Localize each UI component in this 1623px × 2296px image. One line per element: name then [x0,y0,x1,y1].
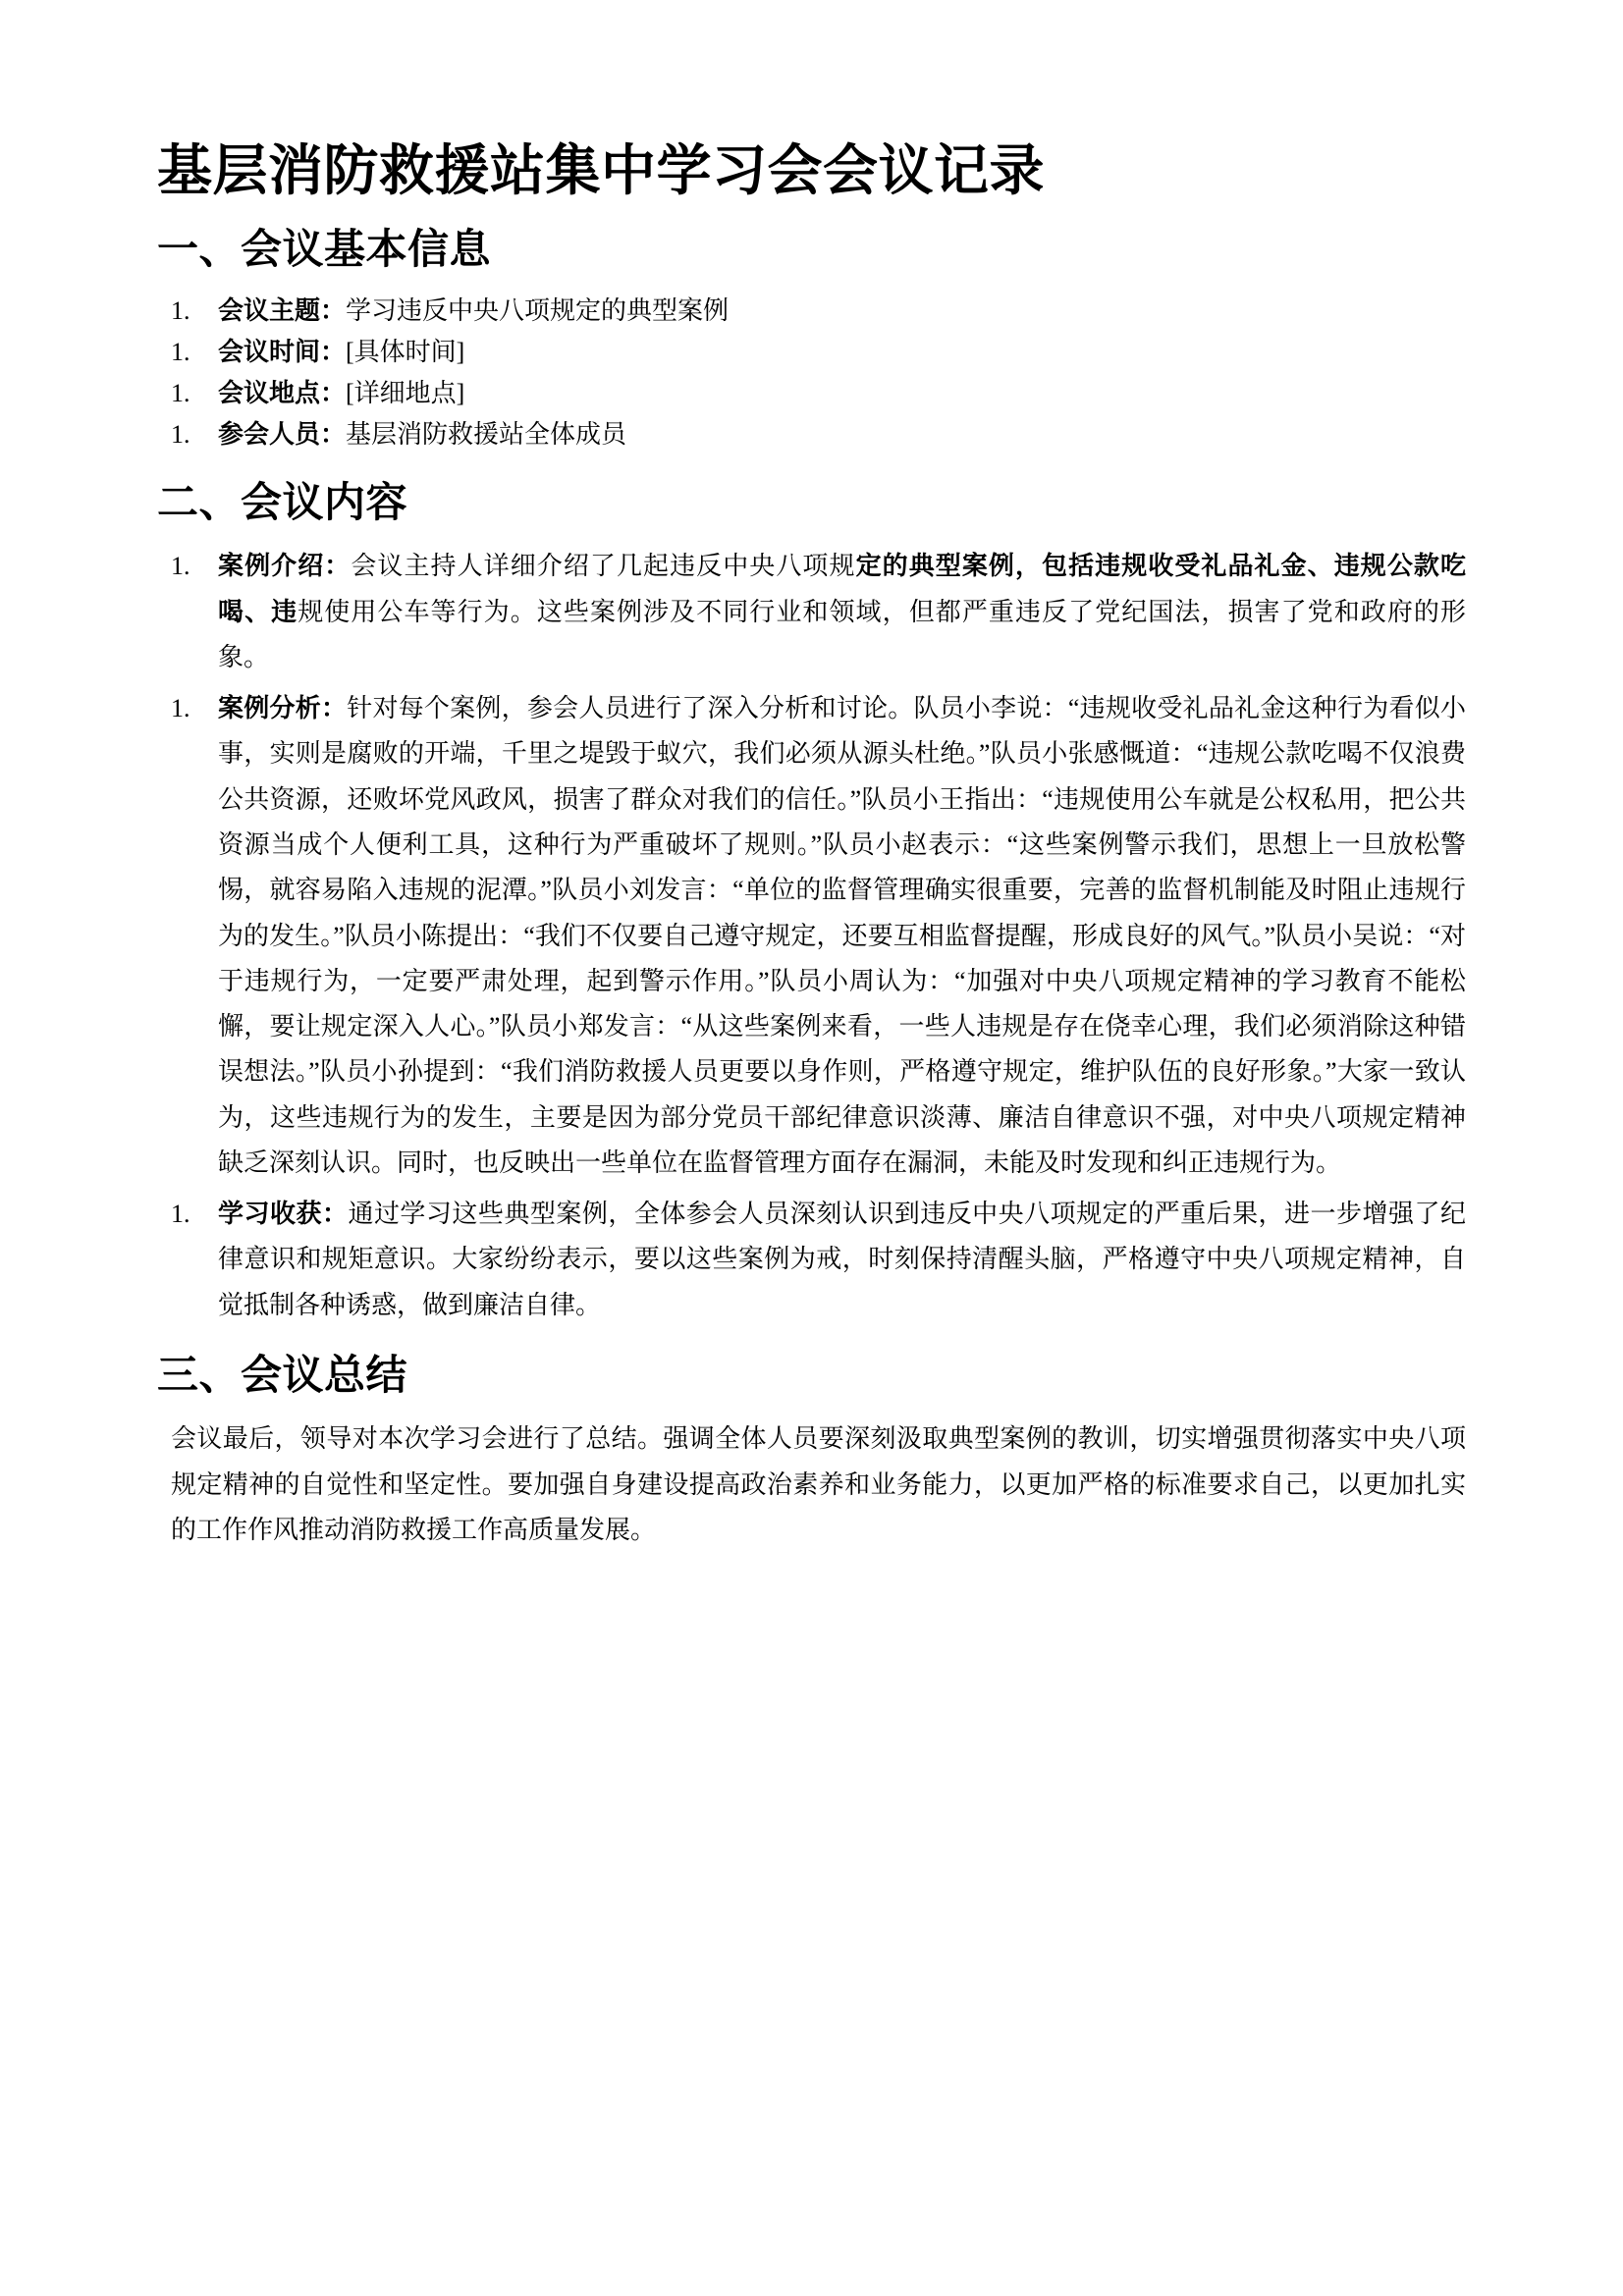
section-heading-meeting-summary: 三、会议总结 [157,1353,408,1399]
list-item [157,292,1466,331]
list-item [157,686,1466,1186]
summary-paragraph: 会议最后，领导对本次学习会进行了总结。强调全体人员要深刻汲取典型案例的教训，切实增强贯彻落实中央八项规定精神的自觉性和坚定性。要加强自身建设提高政治素养和业务能力，以更加严格的标准要求自己，以更加扎实的工作作风推动消防救援工作高质量发展。 [171,1424,1466,1545]
list-item [157,333,1466,372]
content-label-case-intro: 案例介绍： [218,552,352,581]
section-heading-meeting-content: 二、会议内容 [157,480,408,526]
info-value-meeting-time: [具体时间] [346,337,465,366]
content-text-case-intro-emphasis: 定的典型案例，包括违规收受礼品礼金、违规公款吃喝、违 [218,552,1466,626]
list-marker: 1. [171,552,190,581]
content-label-learning-gains: 学习收获： [218,1200,349,1229]
list-item [157,415,1466,454]
content-text-case-analysis: 针对每个案例，参会人员进行了深入分析和讨论。队员小李说：“违规收受礼品礼金这种行为看似小事，实则是腐败的开端，千里之堤毁于蚁穴，我们必须从源头杜绝。”队员小张感慨道：“违规公款吃喝不仅浪费公共资源，还败坏党风政风，损害了群众对我们的信任。”队员小王指出：“违规使用公车就是公权私用，把公共资源当成个人便利工具，这种行为严重破坏了规则。”队员小赵表示：“这些案例警示我们，思想上一旦放松警惕，就容易陷入违规的泥潭。”队员小刘发言：“单位的监督管理确实很重要，完善的监督机制能及时阻止违规行为的发生。”队员小陈提出：“我们不仅要自己遵守规定，还要互相监督提醒，形成良好的风气。”队员小吴说：“对于违规行为，一定要严肃处理，起到警示作用。”队员小周认为：“加强对中央八项规定精神的学习教育不能松懈，要让规定深入人心。”队员小郑发言：“从这些案例来看，一些人违规是存在侥幸心理，我们必须消除这种错误想法。”队员小孙提到：“我们消防救援人员更要以身作则，严格遵守规定，维护队伍的良好形象。”大家一致认为，这些违规行为的发生，主要是因为部分党员干部纪律意识淡薄、廉洁自律意识不强，对中央八项规定精神缺乏深刻认识。同时，也反映出一些单位在监督管理方面存在漏洞，未能及时发现和纠正违规行为。 [218,694,1466,1177]
list-marker: 1. [171,694,190,723]
info-label-meeting-place: 会议地点： [218,379,347,408]
content-text-case-intro-c: 规使用公车等行为。这些案例涉及不同行业和领域，但都严重违反了党纪国法，损害了党和政府的形象。 [218,597,1466,671]
meeting-info-list [157,292,1466,455]
info-label-meeting-topic: 会议主题： [218,295,347,325]
content-label-case-analysis: 案例分析： [218,694,348,723]
info-value-meeting-place: [详细地点] [346,379,465,408]
content-text-learning-gains: 通过学习这些典型案例，全体参会人员深刻认识到违反中央八项规定的严重后果，进一步增强了纪律意识和规矩意识。大家纷纷表示，要以这些案例为戒，时刻保持清醒头脑，严格遵守中央八项规定精神，自觉抵制各种诱惑，做到廉洁自律。 [218,1200,1466,1319]
list-marker: 1. [171,295,190,325]
section-heading-basic-info: 一、会议基本信息 [157,228,492,273]
page-title: 基层消防救援站集中学习会会议记录 [157,141,1045,202]
info-value-meeting-topic: 学习违反中央八项规定的典型案例 [346,295,730,325]
list-item [157,1192,1466,1328]
list-marker: 1. [171,337,190,366]
info-label-attendees: 参会人员： [218,420,347,450]
list-marker: 1. [171,420,190,450]
info-value-attendees: 基层消防救援站全体成员 [346,420,627,450]
list-item [157,544,1466,680]
list-marker: 1. [171,379,190,408]
info-label-meeting-time: 会议时间： [218,337,347,366]
meeting-content-list [157,544,1466,1328]
content-text-case-intro-a: 会议主持人详细介绍了几起违反中央八项规 [351,552,856,581]
list-item [157,374,1466,413]
list-marker: 1. [171,1200,190,1229]
